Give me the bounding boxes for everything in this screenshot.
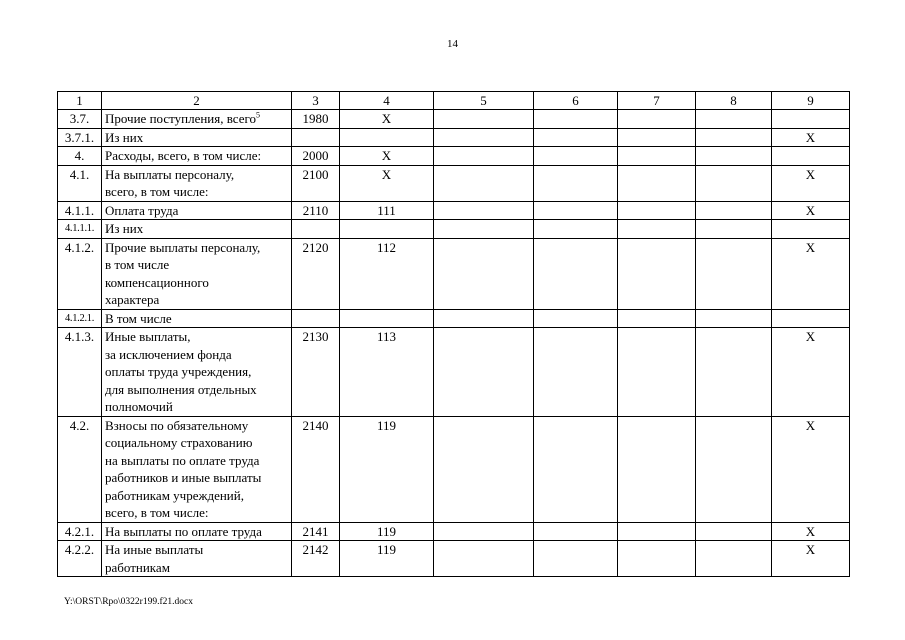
empty-cell — [618, 416, 696, 522]
row-name-text: На выплаты персоналу, всего, в том числе: — [105, 166, 235, 199]
row-number-cell: 4.1.3. — [58, 328, 102, 417]
row-kbk-cell: 119 — [340, 541, 434, 577]
empty-cell — [696, 541, 772, 577]
row-name-cell — [102, 147, 292, 166]
row-col9-cell: X — [772, 201, 850, 220]
empty-cell — [434, 147, 534, 166]
row-number-cell: 4.2.2. — [58, 541, 102, 577]
row-name-text: Расходы, всего, в том числе: — [105, 148, 262, 163]
row-name-cell — [102, 165, 292, 201]
row-name-text: Прочие поступления, всего — [105, 111, 257, 126]
row-code-cell — [292, 220, 340, 239]
empty-cell — [618, 220, 696, 239]
empty-cell — [434, 416, 534, 522]
row-name-cell — [102, 328, 292, 417]
row-number-cell: 4.1. — [58, 165, 102, 201]
row-col9-cell: X — [772, 541, 850, 577]
empty-cell — [696, 201, 772, 220]
row-kbk-cell — [340, 128, 434, 147]
empty-cell — [534, 165, 618, 201]
row-name-cell — [102, 220, 292, 239]
table-row — [58, 110, 850, 129]
empty-cell — [434, 328, 534, 417]
row-col9-cell — [772, 309, 850, 328]
row-name-cell — [102, 238, 292, 309]
row-name-cell — [102, 522, 292, 541]
table-row — [58, 541, 850, 577]
footer-file-path: Y:\ORST\Rpo\0322r199.f21.docx — [64, 597, 193, 607]
empty-cell — [534, 238, 618, 309]
row-kbk-cell: 113 — [340, 328, 434, 417]
empty-cell — [618, 201, 696, 220]
table-row — [58, 147, 850, 166]
empty-cell — [534, 128, 618, 147]
row-number-cell: 4.1.2. — [58, 238, 102, 309]
row-kbk-cell: 119 — [340, 522, 434, 541]
row-number-cell: 4.1.1. — [58, 201, 102, 220]
table-row — [58, 328, 850, 417]
row-kbk-cell: X — [340, 147, 434, 166]
row-name-cell — [102, 110, 292, 129]
row-name-text: На иные выплаты работникам — [105, 542, 204, 575]
empty-cell — [618, 309, 696, 328]
empty-cell — [434, 220, 534, 239]
row-name-text: Из них — [105, 129, 144, 145]
row-code-cell: 2142 — [292, 541, 340, 577]
empty-cell — [696, 309, 772, 328]
table-row — [58, 128, 850, 147]
empty-cell — [534, 110, 618, 129]
row-name-text: В том числе — [105, 310, 172, 326]
row-code-cell: 2130 — [292, 328, 340, 417]
empty-cell — [534, 416, 618, 522]
row-number-cell: 3.7. — [58, 110, 102, 129]
table-row — [58, 238, 850, 309]
row-name-cell — [102, 128, 292, 147]
row-name-cell — [102, 416, 292, 522]
row-kbk-cell: 111 — [340, 201, 434, 220]
empty-cell — [696, 147, 772, 166]
empty-cell — [434, 541, 534, 577]
row-name-text: Прочие выплаты персоналу, в том числе компенсационного характера — [105, 239, 261, 307]
row-col9-cell: X — [772, 128, 850, 147]
empty-cell — [434, 309, 534, 328]
row-kbk-cell: 112 — [340, 238, 434, 309]
row-number-cell: 4.1.2.1. — [58, 309, 102, 328]
row-kbk-cell: X — [340, 165, 434, 201]
empty-cell — [696, 238, 772, 309]
table-row — [58, 165, 850, 201]
row-number-cell: 3.7.1. — [58, 128, 102, 147]
header-cell: 9 — [772, 92, 850, 110]
row-name-cell — [102, 201, 292, 220]
table-row — [58, 522, 850, 541]
row-code-cell — [292, 128, 340, 147]
empty-cell — [696, 522, 772, 541]
row-name-text: Оплата труда — [105, 202, 179, 218]
empty-cell — [696, 110, 772, 129]
header-cell: 3 — [292, 92, 340, 110]
empty-cell — [618, 110, 696, 129]
row-number-cell: 4.2. — [58, 416, 102, 522]
row-number-cell: 4. — [58, 147, 102, 166]
row-name-text: Из них — [105, 221, 144, 236]
row-name-text: Взносы по обязательному социальному страхованию на выплаты по оплате труда работников и иные выплаты работникам учреждений, всего, в том числе: — [105, 417, 262, 520]
empty-cell — [534, 522, 618, 541]
row-code-cell — [292, 309, 340, 328]
row-code-cell: 1980 — [292, 110, 340, 129]
empty-cell — [434, 128, 534, 147]
empty-cell — [434, 522, 534, 541]
table-row — [58, 416, 850, 522]
row-code-cell: 2110 — [292, 201, 340, 220]
row-kbk-cell: 119 — [340, 416, 434, 522]
empty-cell — [618, 165, 696, 201]
row-name-cell — [102, 309, 292, 328]
row-col9-cell: X — [772, 522, 850, 541]
row-name-cell — [102, 541, 292, 577]
row-col9-cell: X — [772, 238, 850, 309]
empty-cell — [618, 147, 696, 166]
empty-cell — [696, 328, 772, 417]
empty-cell — [696, 220, 772, 239]
row-code-cell: 2141 — [292, 522, 340, 541]
empty-cell — [434, 110, 534, 129]
row-number-cell: 4.1.1.1. — [58, 220, 102, 239]
empty-cell — [618, 522, 696, 541]
footnote-mark: 5 — [256, 110, 261, 120]
empty-cell — [534, 220, 618, 239]
empty-cell — [434, 201, 534, 220]
header-cell: 8 — [696, 92, 772, 110]
header-cell: 1 — [58, 92, 102, 110]
empty-cell — [534, 328, 618, 417]
empty-cell — [696, 416, 772, 522]
row-kbk-cell — [340, 309, 434, 328]
row-col9-cell — [772, 110, 850, 129]
empty-cell — [618, 128, 696, 147]
empty-cell — [534, 201, 618, 220]
empty-cell — [434, 238, 534, 309]
budget-table — [57, 91, 850, 577]
empty-cell — [696, 165, 772, 201]
row-code-cell: 2100 — [292, 165, 340, 201]
empty-cell — [434, 165, 534, 201]
table-row — [58, 201, 850, 220]
row-code-cell: 2000 — [292, 147, 340, 166]
header-cell: 5 — [434, 92, 534, 110]
empty-cell — [696, 128, 772, 147]
header-cell: 2 — [102, 92, 292, 110]
row-col9-cell: X — [772, 416, 850, 522]
table-row — [58, 220, 850, 239]
empty-cell — [534, 309, 618, 328]
row-col9-cell: X — [772, 165, 850, 201]
row-code-cell: 2120 — [292, 238, 340, 309]
row-name-text: На выплаты по оплате труда — [105, 523, 262, 539]
header-cell: 4 — [340, 92, 434, 110]
row-number-cell: 4.2.1. — [58, 522, 102, 541]
header-row — [58, 92, 850, 110]
table-row — [58, 309, 850, 328]
empty-cell — [618, 238, 696, 309]
empty-cell — [534, 541, 618, 577]
page-number: 14 — [447, 38, 458, 50]
row-kbk-cell: X — [340, 110, 434, 129]
row-col9-cell — [772, 220, 850, 239]
row-kbk-cell — [340, 220, 434, 239]
empty-cell — [534, 147, 618, 166]
header-cell: 7 — [618, 92, 696, 110]
header-cell: 6 — [534, 92, 618, 110]
empty-cell — [618, 541, 696, 577]
empty-cell — [618, 328, 696, 417]
row-col9-cell — [772, 147, 850, 166]
row-name-text: Иные выплаты, за исключением фонда оплаты труда учреждения, для выполнения отдельных полномочий — [105, 329, 257, 414]
row-col9-cell: X — [772, 328, 850, 417]
row-code-cell: 2140 — [292, 416, 340, 522]
